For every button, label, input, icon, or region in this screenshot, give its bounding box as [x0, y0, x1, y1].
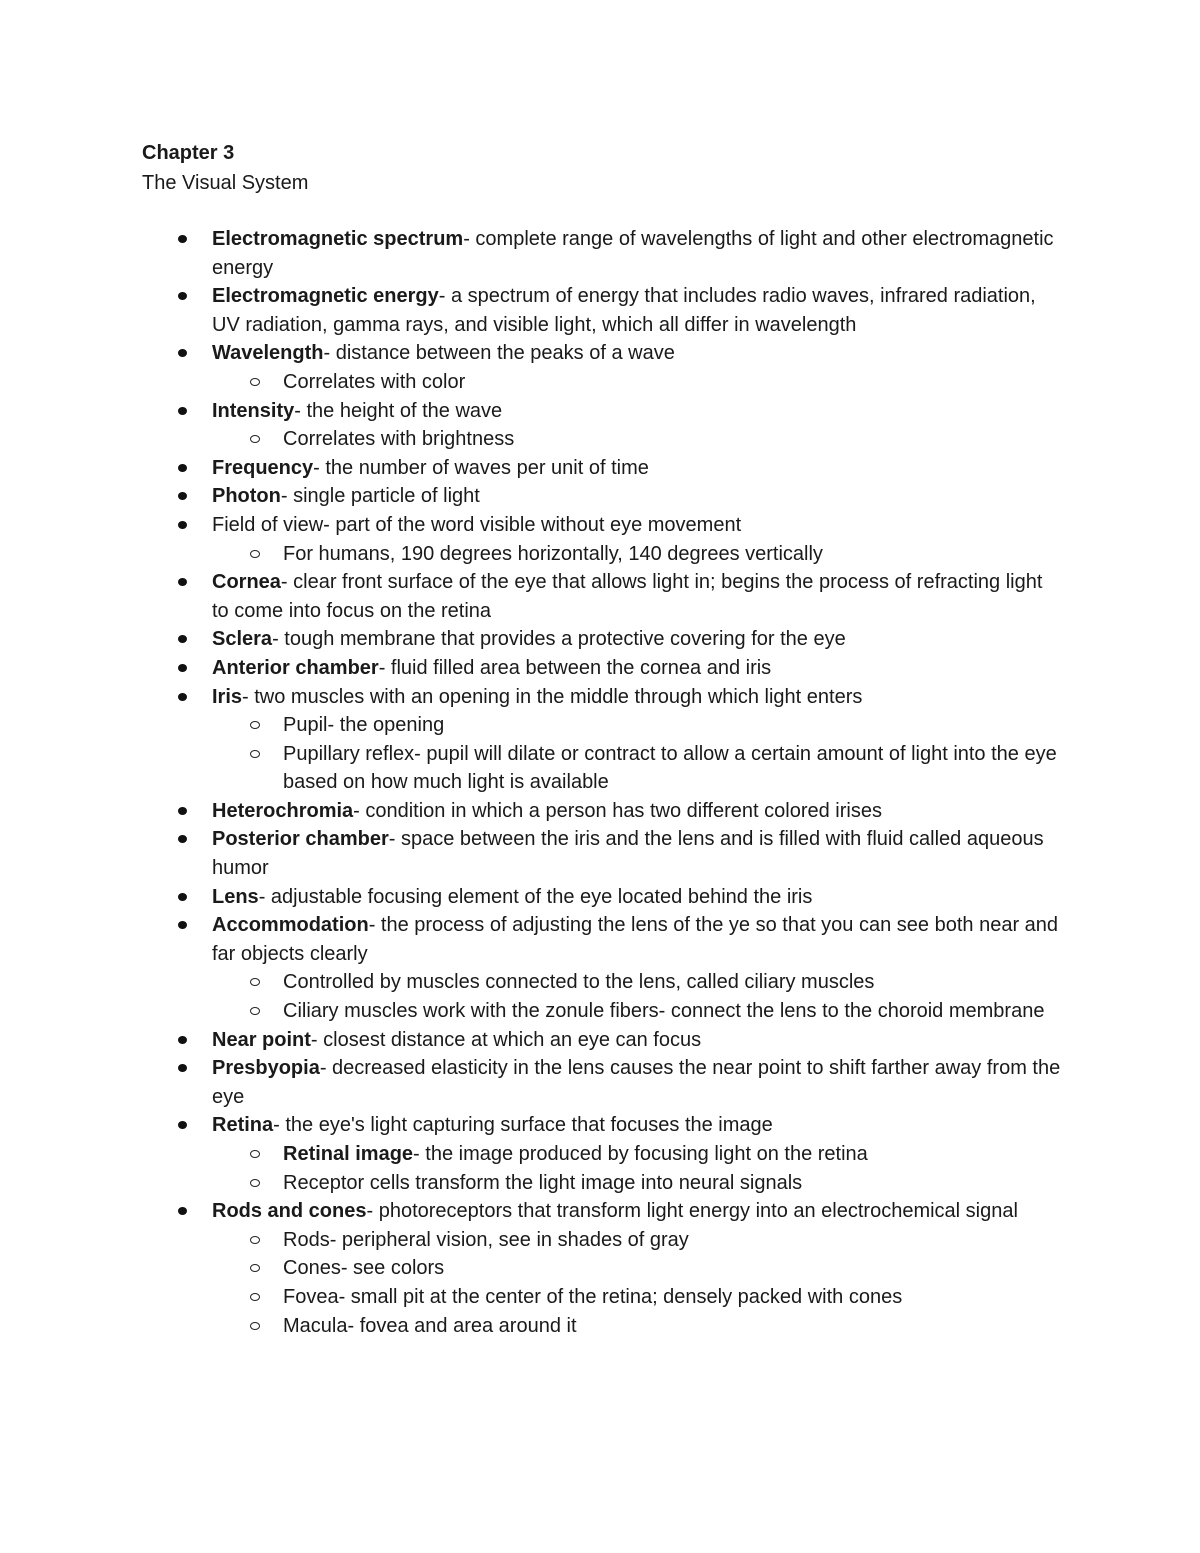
definition: Controlled by muscles connected to the lens, called ciliary muscles — [283, 971, 875, 994]
definition: Rods- peripheral vision, see in shades of gray — [283, 1228, 689, 1251]
term: Intensity — [212, 399, 295, 422]
term: Accommodation — [212, 914, 369, 937]
term: Anterior chamber — [212, 656, 379, 679]
definition: For humans, 190 degrees horizontally, 140 degrees vertically — [283, 542, 823, 565]
sub-list-item — [212, 1312, 1062, 1341]
term: Retina — [212, 1114, 274, 1137]
definition: Correlates with color — [283, 370, 466, 393]
term: Rods and cones — [212, 1200, 367, 1223]
term: Lens — [212, 885, 259, 908]
definition: - the number of waves per unit of time — [313, 456, 649, 479]
list-item — [142, 339, 1062, 396]
list-item — [142, 883, 1062, 912]
sub-list — [212, 1140, 1062, 1197]
definition: - the eye's light capturing surface that focuses the image — [273, 1114, 773, 1137]
sub-list-item — [212, 425, 1062, 454]
definition: Pupil- the opening — [283, 714, 445, 737]
list-item — [142, 282, 1062, 339]
definition: - distance between the peaks of a wave — [323, 342, 675, 365]
definition: - condition in which a person has two different colored irises — [353, 799, 882, 822]
term: Cornea — [212, 571, 281, 594]
definition: Fovea- small pit at the center of the retina; densely packed with cones — [283, 1285, 903, 1308]
definition: - tough membrane that provides a protective covering for the eye — [272, 628, 846, 651]
definition: Correlates with brightness — [283, 428, 515, 451]
sub-list — [212, 711, 1062, 797]
term: Frequency — [212, 456, 314, 479]
definition: Ciliary muscles work with the zonule fibers- connect the lens to the choroid membrane — [283, 1000, 1045, 1023]
definition: - the process of adjusting the lens of the ye so that you can see both near and far objects clearly — [212, 914, 1059, 965]
list-item — [142, 1054, 1062, 1111]
definition: Macula- fovea and area around it — [283, 1314, 577, 1337]
definition: - complete range of wavelengths of light and other electromagnetic energy — [212, 228, 1054, 279]
sub-list-item — [212, 740, 1062, 797]
sub-list-item — [212, 711, 1062, 740]
sub-list-item — [212, 368, 1062, 397]
term: Electromagnetic spectrum — [212, 228, 464, 250]
list-item — [142, 511, 1062, 568]
definition: - the image produced by focusing light on the retina — [413, 1143, 868, 1165]
sub-list-item — [212, 997, 1062, 1026]
definition: - fluid filled area between the cornea and iris — [378, 656, 772, 679]
list-item — [142, 825, 1062, 882]
term: Electromagnetic energy — [212, 285, 439, 308]
definition: - decreased elasticity in the lens causes the near point to shift farther away from the eye — [212, 1057, 1061, 1108]
list-item — [142, 1111, 1062, 1197]
sub-list-item — [212, 1169, 1062, 1198]
list-item — [142, 911, 1062, 1025]
chapter-subtitle: The Visual System — [142, 172, 309, 194]
term: Photon — [212, 485, 281, 508]
list-item — [142, 683, 1062, 797]
list-item — [142, 568, 1062, 625]
list-item — [142, 454, 1062, 483]
term: Posterior chamber — [212, 828, 389, 851]
term: Iris — [212, 685, 243, 708]
definition: - closest distance at which an eye can focus — [310, 1028, 702, 1051]
definition: Receptor cells transform the light image into neural signals — [283, 1171, 803, 1194]
definition: - two muscles with an opening in the middle through which light enters — [242, 685, 863, 708]
definition: - single particle of light — [280, 485, 480, 508]
definition: - a spectrum of energy that includes radio waves, infrared radiation, UV radiation, gamma rays, and visible light, which all differ in wavelength — [212, 285, 1036, 336]
sub-list-item — [212, 540, 1062, 569]
sub-list-item — [212, 1283, 1062, 1312]
term: Presbyopia — [212, 1057, 320, 1080]
definitions-list — [142, 225, 1062, 1340]
list-item — [142, 654, 1062, 683]
chapter-title: Chapter 3 — [142, 142, 235, 164]
sub-list-item — [212, 1226, 1062, 1255]
list-item — [142, 1026, 1062, 1055]
term: Sclera — [212, 628, 273, 651]
sub-list — [212, 540, 1062, 569]
definition: - space between the iris and the lens and is filled with fluid called aqueous humor — [212, 828, 1044, 880]
sub-list-item — [212, 968, 1062, 997]
definition: Pupillary reflex- pupil will dilate or contract to allow a certain amount of light into the eye based on how much light is available — [283, 742, 1057, 794]
term: Retinal image — [283, 1143, 414, 1165]
list-item — [142, 797, 1062, 826]
definition: - the height of the wave — [294, 399, 503, 422]
term: Wavelength — [212, 342, 324, 365]
sub-list — [212, 968, 1062, 1025]
term: Near point — [212, 1028, 311, 1051]
definition: - photoreceptors that transform light energy into an electrochemical signal — [366, 1200, 1018, 1223]
definition: - adjustable focusing element of the eye located behind the iris — [258, 885, 813, 908]
sub-list — [212, 425, 1062, 454]
definition: Field of view- part of the word visible without eye movement — [212, 513, 742, 536]
definition: Cones- see colors — [283, 1257, 445, 1280]
list-item — [142, 482, 1062, 511]
sub-list — [212, 368, 1062, 397]
sub-list-item — [212, 1254, 1062, 1283]
term: Heterochromia — [212, 799, 354, 822]
list-item — [142, 225, 1062, 282]
list-item — [142, 625, 1062, 654]
sub-list — [212, 1226, 1062, 1340]
document-body — [142, 138, 1062, 1340]
definition: - clear front surface of the eye that allows light in; begins the process of refracting light to come into focus on the retina — [212, 571, 1043, 622]
list-item — [142, 397, 1062, 454]
list-item — [142, 1197, 1062, 1340]
sub-list-item — [212, 1140, 1062, 1169]
